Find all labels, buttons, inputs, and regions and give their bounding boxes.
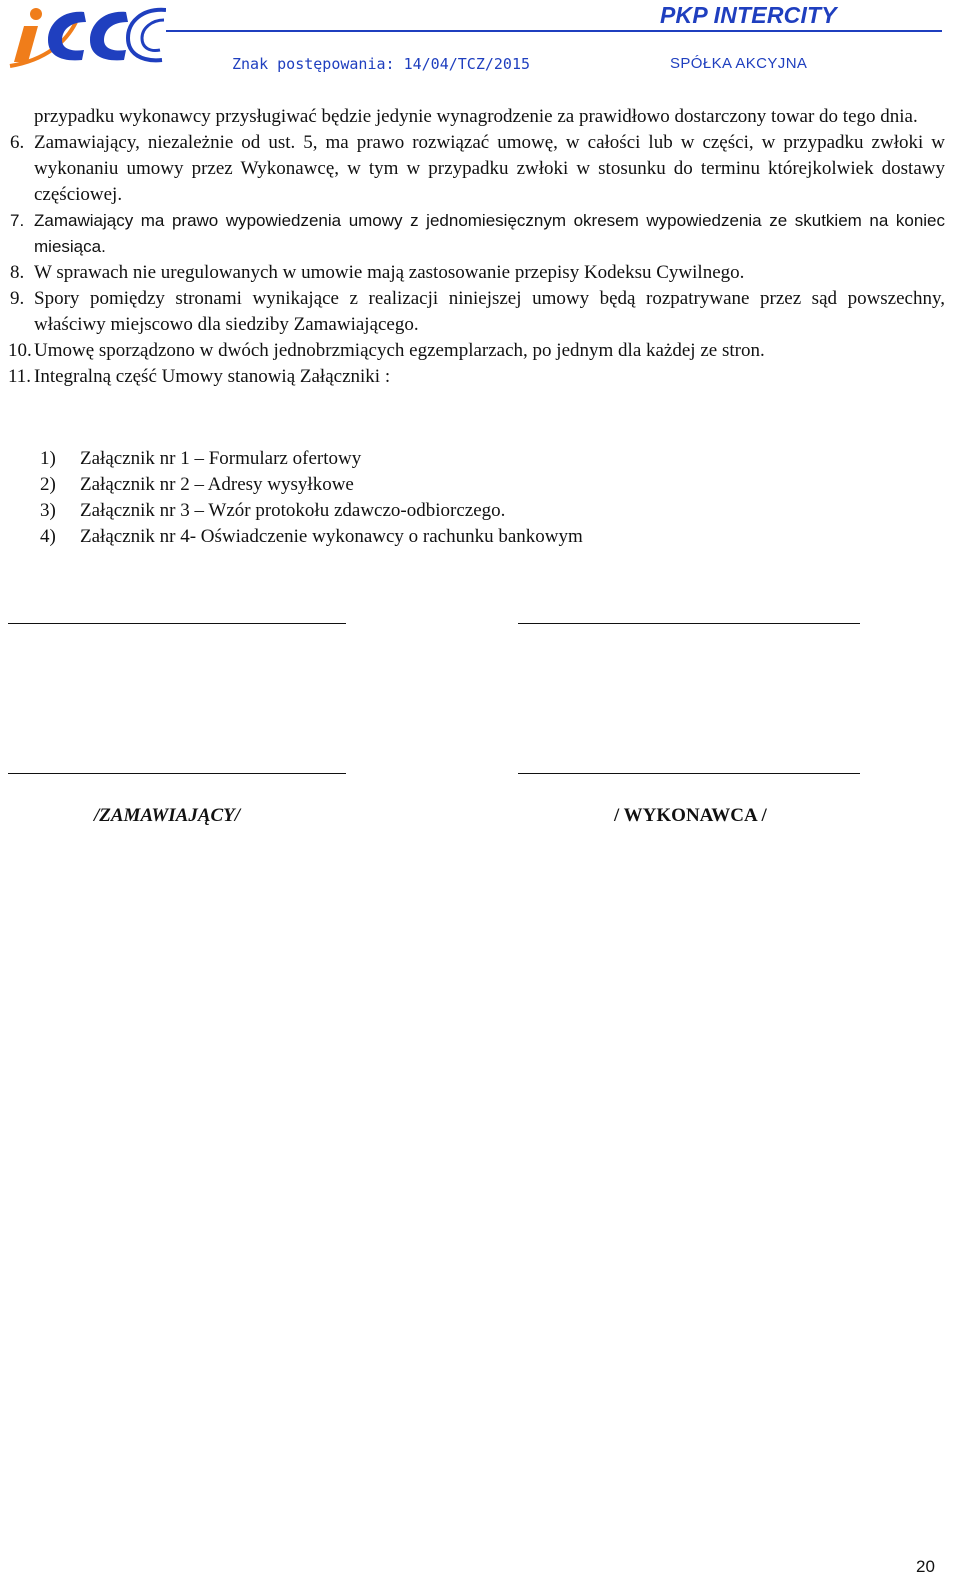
clause-text: Zamawiający, niezależnie od ust. 5, ma prawo rozwiązać umowę, w całości lub w części, w przypadku zwłoki w wykonaniu umowy przez Wykonawcę, w tym w przypadku zwłoki w stosunku do terminu którejkolwiek dostawy częściowej. — [34, 132, 945, 205]
clause-number: 7. — [10, 211, 25, 230]
header-rule — [166, 30, 942, 32]
signature-label-ordering-party: /ZAMAWIAJĄCY/ — [94, 805, 241, 826]
clause-number: 11. — [8, 366, 32, 387]
clause-text: Zamawiający ma prawo wypowiedzenia umowy z jednomiesięcznym okresem wypowiedzenia ze skutkiem na koniec miesiąca. — [34, 211, 945, 256]
contract-text — [10, 104, 945, 390]
clause-10 — [10, 338, 945, 364]
signature-line-left-2 — [8, 773, 346, 774]
annex-number: 2) — [40, 474, 56, 495]
annex-number: 3) — [40, 500, 56, 521]
clause-11 — [10, 364, 945, 390]
clause-text: Integralną część Umowy stanowią Załączniki : — [34, 366, 391, 387]
clause-number: 8. — [10, 262, 25, 283]
clause-number: 9. — [10, 288, 25, 309]
clause-7 — [10, 208, 945, 260]
page-header — [0, 0, 960, 80]
clause-6 — [10, 130, 945, 208]
continuation-paragraph: przypadku wykonawcy przysługiwać będzie jedynie wynagrodzenie za prawidłowo dostarczony towar do tego dnia. — [34, 106, 918, 127]
clause-text: Umowę sporządzono w dwóch jednobrzmiących egzemplarzach, po jednym dla każdej ze stron. — [34, 340, 765, 361]
clause-number: 10. — [8, 340, 32, 361]
annex-text: Załącznik nr 1 – Formularz ofertowy — [80, 448, 362, 469]
page-number: 20 — [916, 1557, 935, 1576]
annex-item — [40, 472, 583, 498]
annex-text: Załącznik nr 3 – Wzór protokołu zdawczo-odbiorczego. — [80, 500, 506, 521]
case-number: Znak postępowania: 14/04/TCZ/2015 — [232, 55, 531, 73]
company-form: SPÓŁKA AKCYJNA — [670, 55, 808, 72]
intercity-logo — [6, 2, 166, 68]
annex-list — [40, 446, 583, 550]
annex-item — [40, 446, 583, 472]
signature-line-left-1 — [8, 623, 346, 624]
clause-text: Spory pomiędzy stronami wynikające z realizacji niniejszej umowy będą rozpatrywane przez sąd powszechny, właściwy miejscowo dla siedziby Zamawiającego. — [34, 288, 945, 335]
annex-number: 4) — [40, 526, 56, 547]
clause-9 — [10, 286, 945, 338]
annex-text: Załącznik nr 2 – Adresy wysyłkowe — [80, 474, 354, 495]
clause-number: 6. — [10, 132, 25, 153]
annex-item — [40, 524, 583, 550]
signature-line-right-1 — [518, 623, 860, 624]
signature-line-right-2 — [518, 773, 860, 774]
annex-text: Załącznik nr 4- Oświadczenie wykonawcy o rachunku bankowym — [80, 526, 583, 547]
clause-text: W sprawach nie uregulowanych w umowie mają zastosowanie przepisy Kodeksu Cywilnego. — [34, 262, 745, 283]
annex-item — [40, 498, 583, 524]
signature-label-contractor: / WYKONAWCA / — [614, 805, 767, 826]
annex-number: 1) — [40, 448, 56, 469]
company-name: PKP INTERCITY — [660, 2, 837, 28]
clause-8 — [10, 260, 945, 286]
